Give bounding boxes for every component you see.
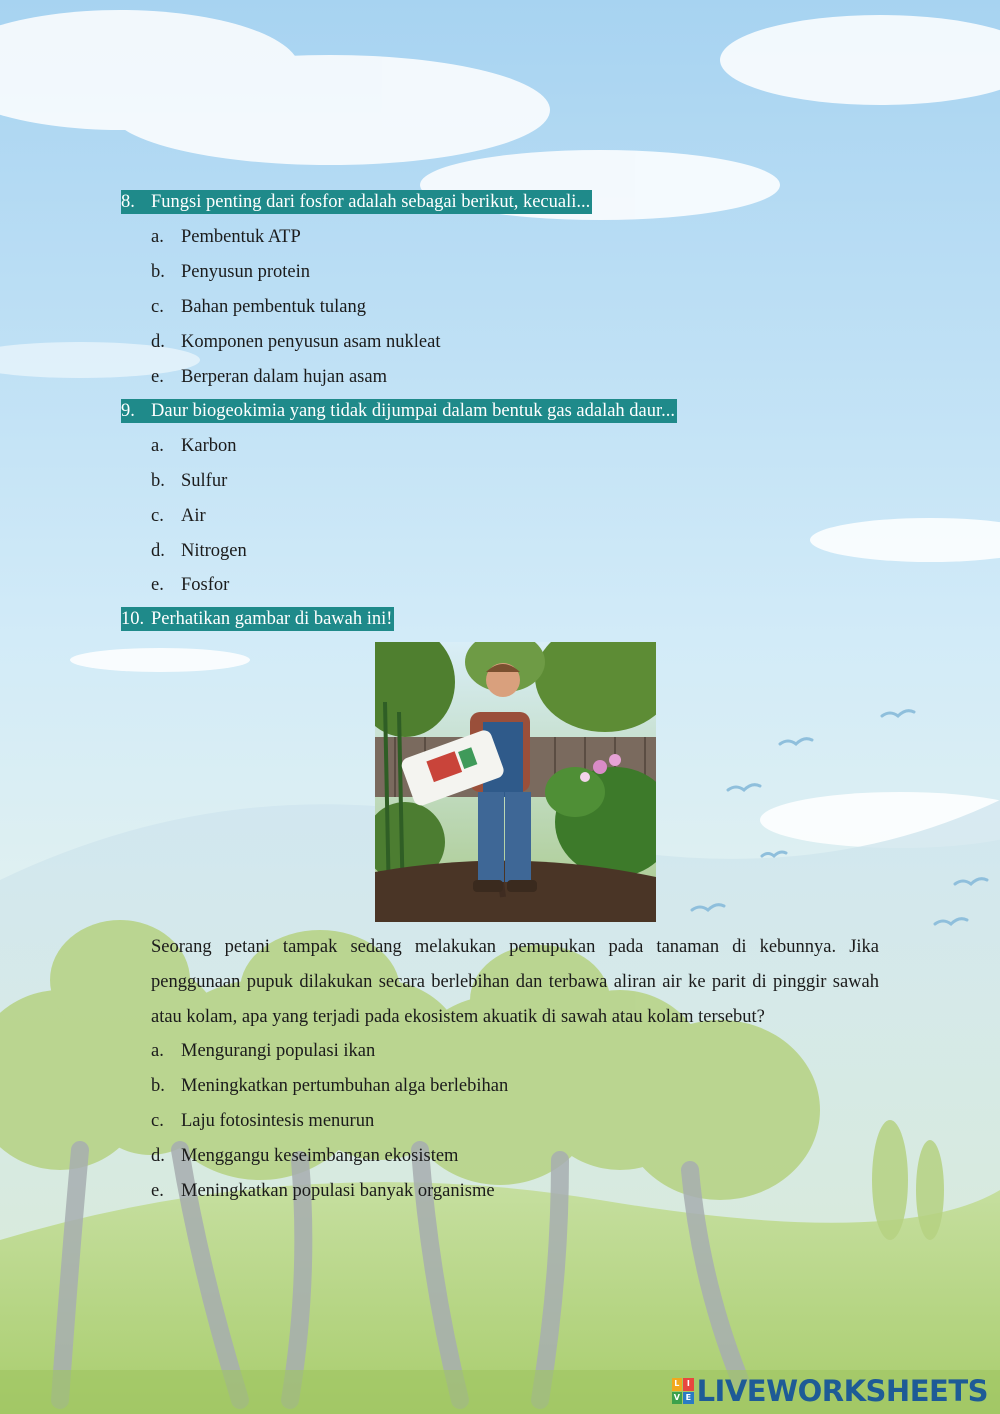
option-text: Penyusun protein (181, 262, 310, 282)
option-8a[interactable] (151, 224, 301, 250)
liveworksheets-mark-icon (672, 1378, 694, 1404)
option-text: Fosfor (181, 575, 230, 595)
option-8e[interactable] (151, 364, 387, 390)
option-text: Mengurangi populasi ikan (181, 1041, 376, 1061)
option-text: Meningkatkan pertumbuhan alga berlebihan (181, 1076, 509, 1096)
option-text: Nitrogen (181, 541, 247, 561)
option-8d[interactable] (151, 329, 440, 355)
option-text: Sulfur (181, 471, 228, 491)
question-text: Fungsi penting dari fosfor adalah sebagai berikut, kecuali... (151, 192, 591, 212)
option-text: Pembentuk ATP (181, 227, 301, 247)
option-9c[interactable] (151, 503, 206, 529)
question-number: 8. (121, 192, 135, 212)
question-9-prompt (121, 399, 677, 423)
option-9a[interactable] (151, 433, 236, 459)
option-letter: c. (151, 506, 164, 526)
option-letter: a. (151, 1041, 164, 1061)
brand-name: LIVEWORKSHEETS (696, 1374, 988, 1408)
option-text: Komponen penyusun asam nukleat (181, 332, 441, 352)
option-10e[interactable] (151, 1178, 495, 1204)
liveworksheets-logo[interactable] (672, 1374, 988, 1408)
option-10b[interactable] (151, 1073, 508, 1099)
mark-letter: I (683, 1378, 694, 1391)
question-text: Daur biogeokimia yang tidak dijumpai dalam bentuk gas adalah daur... (151, 401, 676, 421)
option-9e[interactable] (151, 572, 229, 598)
option-text: Laju fotosintesis menurun (181, 1111, 375, 1131)
option-letter: b. (151, 262, 165, 282)
option-text: Bahan pembentuk tulang (181, 297, 366, 317)
option-letter: b. (151, 1076, 165, 1096)
option-letter: e. (151, 1181, 164, 1201)
option-letter: e. (151, 367, 164, 387)
option-letter: a. (151, 436, 164, 456)
option-text: Karbon (181, 436, 237, 456)
option-letter: d. (151, 1146, 165, 1166)
option-letter: c. (151, 297, 164, 317)
option-letter: a. (151, 227, 164, 247)
mark-letter: V (672, 1392, 683, 1405)
option-letter: c. (151, 1111, 164, 1131)
option-10d[interactable] (151, 1143, 458, 1169)
option-10c[interactable] (151, 1108, 374, 1134)
farmer-fertilizing-photo (375, 642, 656, 922)
option-10a[interactable] (151, 1038, 375, 1064)
question-8-prompt (121, 190, 592, 214)
option-9b[interactable] (151, 468, 227, 494)
question-text: Perhatikan gambar di bawah ini! (151, 609, 393, 629)
question-10-prompt (121, 607, 394, 631)
option-letter: b. (151, 471, 165, 491)
option-9d[interactable] (151, 538, 247, 564)
mark-letter: E (683, 1392, 694, 1405)
question-10-scenario: Seorang petani tampak sedang melakukan pemupukan pada tanaman di kebunnya. Jika penggunaan pupuk dilakukan secara berlebihan dan terbawa aliran air ke parit di pinggir sawah atau kolam, apa yang terjadi pada ekosistem akuatik di sawah atau kolam tersebut? (151, 937, 879, 1027)
option-text: Berperan dalam hujan asam (181, 367, 387, 387)
option-letter: e. (151, 575, 164, 595)
option-letter: d. (151, 541, 165, 561)
option-8c[interactable] (151, 294, 366, 320)
mark-letter: L (672, 1378, 683, 1391)
question-number: 9. (121, 401, 135, 421)
option-letter: d. (151, 332, 165, 352)
option-text: Menggangu keseimbangan ekosistem (181, 1146, 459, 1166)
option-text: Air (181, 506, 206, 526)
question-number: 10. (121, 609, 145, 629)
option-text: Meningkatkan populasi banyak organisme (181, 1181, 495, 1201)
option-8b[interactable] (151, 259, 310, 285)
